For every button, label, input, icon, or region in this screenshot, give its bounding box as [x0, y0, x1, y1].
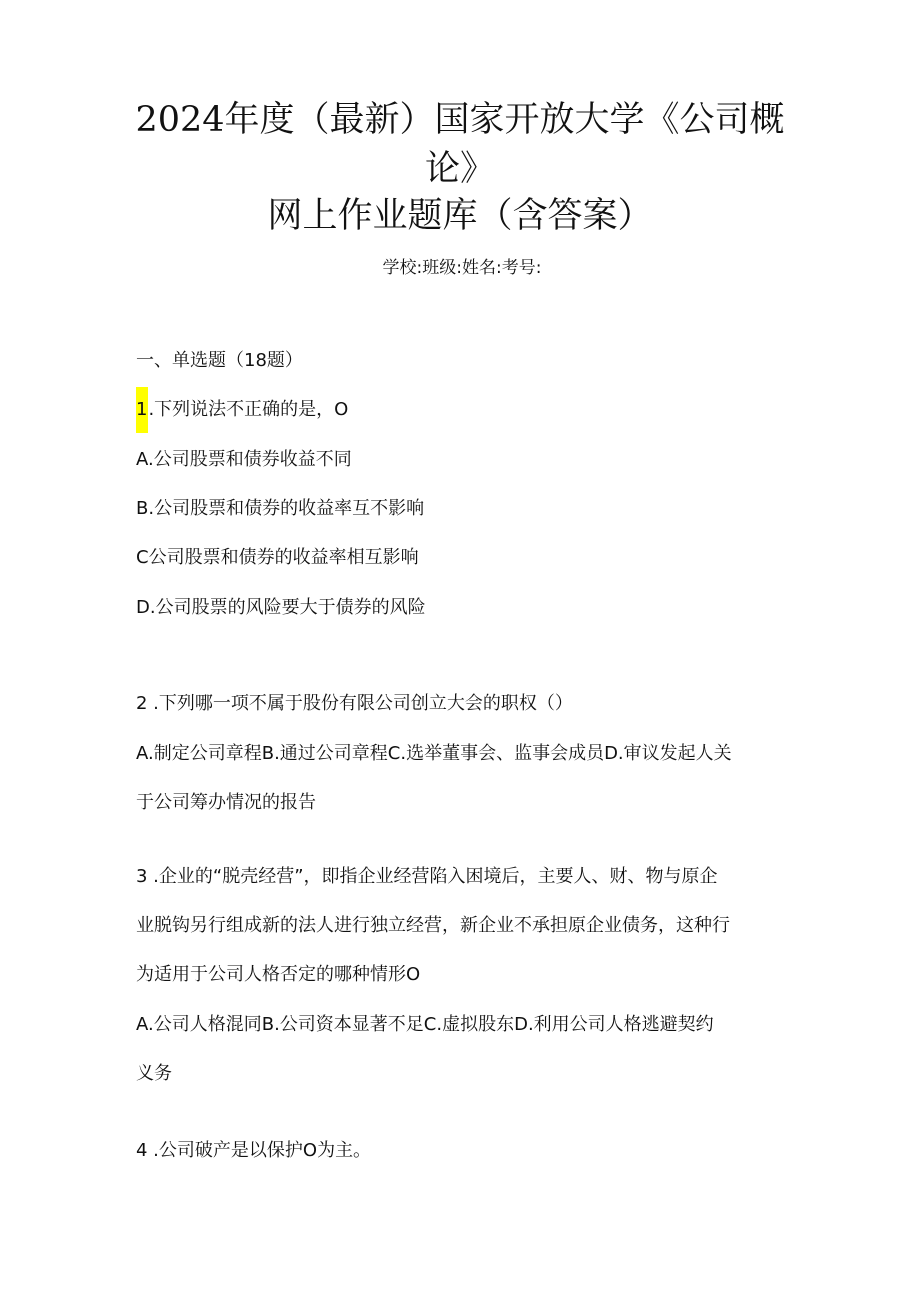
document-title-line-2: 论》: [424, 149, 495, 189]
question-3-stem-line-2: 业脱钩另行组成新的法人进行独立经营，新企业不承担原企业债务，这种行: [136, 915, 730, 936]
question-1-stem: [136, 397, 796, 423]
question-2-options-line-1: A.制定公司章程B.通过公司章程C.选举董事会、监事会成员D.审议发起人关: [136, 743, 732, 764]
question-3-stem-line-1: 3 .企业的“脱壳经营”，即指企业经营陷入困境后，主要人、财、物与原企: [136, 866, 718, 887]
question-1-option-c: C公司股票和债券的收益率相互影响: [136, 547, 419, 568]
question-3-options-line-2: 义务: [136, 1063, 172, 1084]
question-1-option-a: A.公司股票和债券收益不同: [136, 449, 352, 470]
question-3-stem-line-3: 为适用于公司人格否定的哪种情形O: [136, 964, 421, 985]
question-1-number-highlight: 1: [136, 387, 148, 433]
section-heading: 一、单选题（18题）: [136, 350, 303, 371]
document-title-line-3: 网上作业题库（含答案）: [267, 196, 653, 236]
question-1-text: .下列说法不正确的是，O: [148, 399, 349, 420]
question-2-options-line-2: 于公司筹办情况的报告: [136, 792, 316, 813]
question-1-option-b: B.公司股票和债券的收益率互不影响: [136, 498, 425, 519]
document-title-line-1: 2024年度（最新）国家开放大学《公司概: [135, 100, 785, 140]
student-info-line: 学校:班级:姓名:考号:: [382, 258, 542, 278]
question-3-options-line-1: A.公司人格混同B.公司资本显著不足C.虚拟股东D.利用公司人格逃避契约: [136, 1014, 714, 1035]
question-4-stem: 4 .公司破产是以保护O为主。: [136, 1140, 372, 1161]
question-1-option-d: D.公司股票的风险要大于债券的风险: [136, 597, 426, 618]
question-2-stem: 2 .下列哪一项不属于股份有限公司创立大会的职权（）: [136, 693, 573, 714]
